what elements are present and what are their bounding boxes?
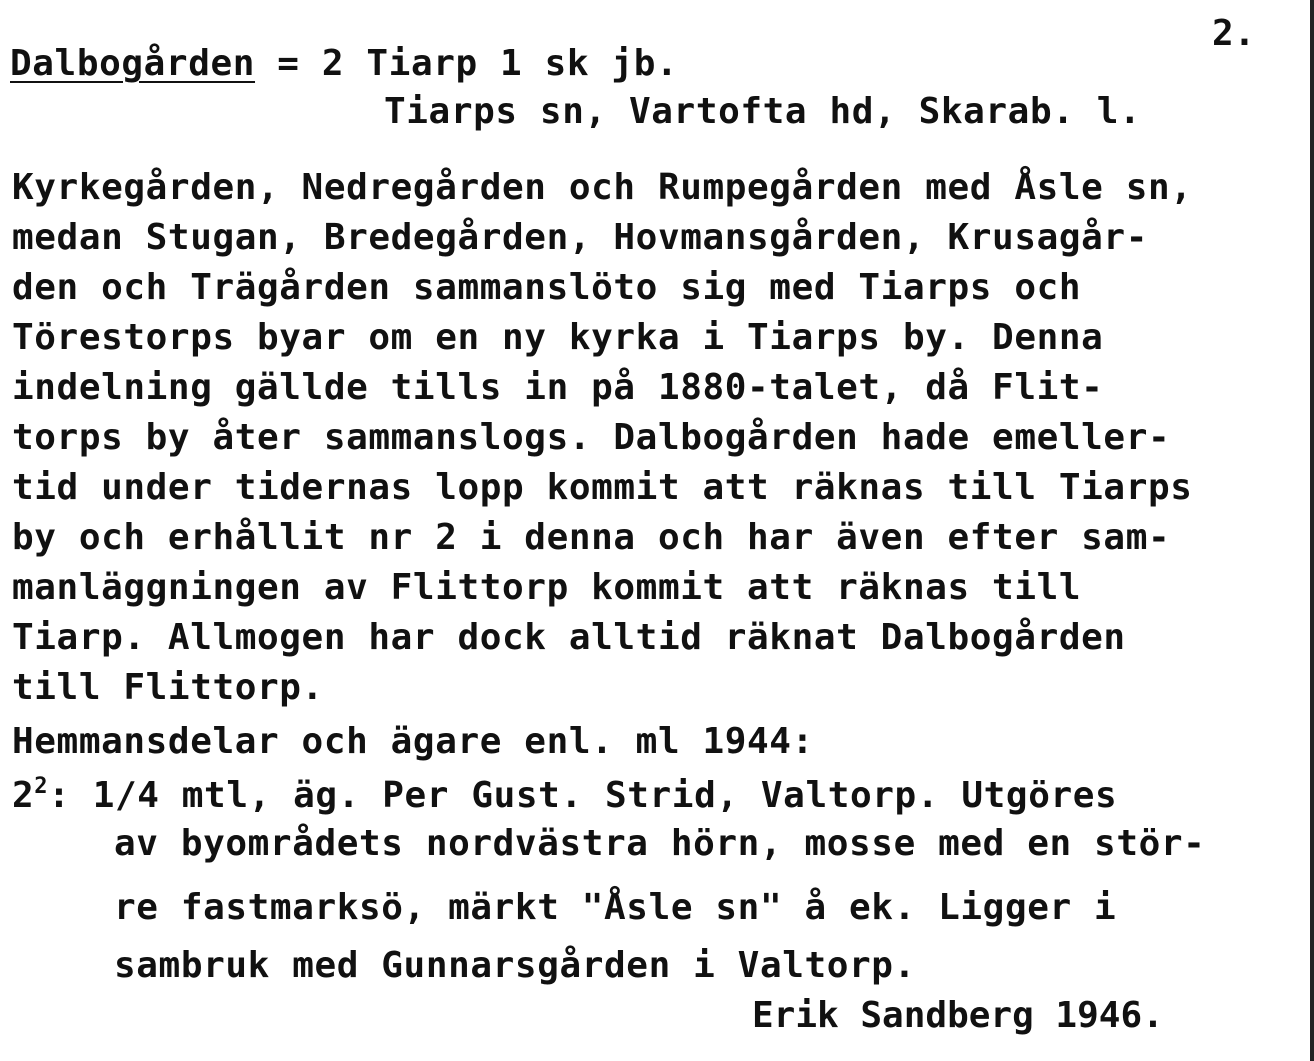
page-number: 2. xyxy=(1212,13,1256,54)
body-line: den och Trägården sammanslöto sig med Tiarps och xyxy=(12,267,1082,308)
body-line: medan Stugan, Bredegården, Hovmansgården, Krusagår- xyxy=(12,217,1148,258)
body-line: by och erhållit nr 2 i denna och har även efter sam- xyxy=(12,517,1171,558)
body-line: Tiarp. Allmogen har dock alltid räknat Dalbogården xyxy=(12,617,1126,658)
body-line: torps by åter sammanslogs. Dalbogården hade emeller- xyxy=(12,417,1171,458)
body-line: tid under tidernas lopp kommit att räknas till Tiarps xyxy=(12,467,1193,508)
entry-superscript: 2 xyxy=(34,774,49,799)
location-line: Tiarps sn, Vartofta hd, Skarab. l. xyxy=(384,91,1142,132)
body-line: Törestorps byar om en ny kyrka i Tiarps by. Denna xyxy=(12,317,1104,358)
property-designation: 2 Tiarp 1 sk jb. xyxy=(321,43,679,84)
card-edge xyxy=(1310,0,1314,1061)
header-line xyxy=(10,44,678,84)
body-line: indelning gällde tills in på 1880-talet, då Flit- xyxy=(12,367,1104,408)
entry-continuation-line: sambruk med Gunnarsgården i Valtorp. xyxy=(114,945,916,986)
body-line: till Flittorp. xyxy=(12,667,324,708)
title-separator: = xyxy=(277,43,300,84)
body-line: Kyrkegården, Nedregården och Rumpegården med Åsle sn, xyxy=(12,167,1193,208)
entry-number: 2 xyxy=(12,775,35,816)
place-title: Dalbogården xyxy=(10,43,256,84)
entry-first-line: : 1/4 mtl, äg. Per Gust. Strid, Valtorp. Utgöres xyxy=(48,775,1118,816)
entry-continuation-line: av byområdets nordvästra hörn, mosse med en stör- xyxy=(114,823,1206,864)
holding-entry xyxy=(12,776,1117,816)
holdings-heading: Hemmansdelar och ägare enl. ml 1944: xyxy=(12,721,814,762)
entry-continuation-line: re fastmarksö, märkt "Åsle sn" å ek. Ligger i xyxy=(114,887,1117,928)
signature: Erik Sandberg 1946. xyxy=(752,995,1164,1036)
body-line: manläggningen av Flittorp kommit att räknas till xyxy=(12,567,1082,608)
